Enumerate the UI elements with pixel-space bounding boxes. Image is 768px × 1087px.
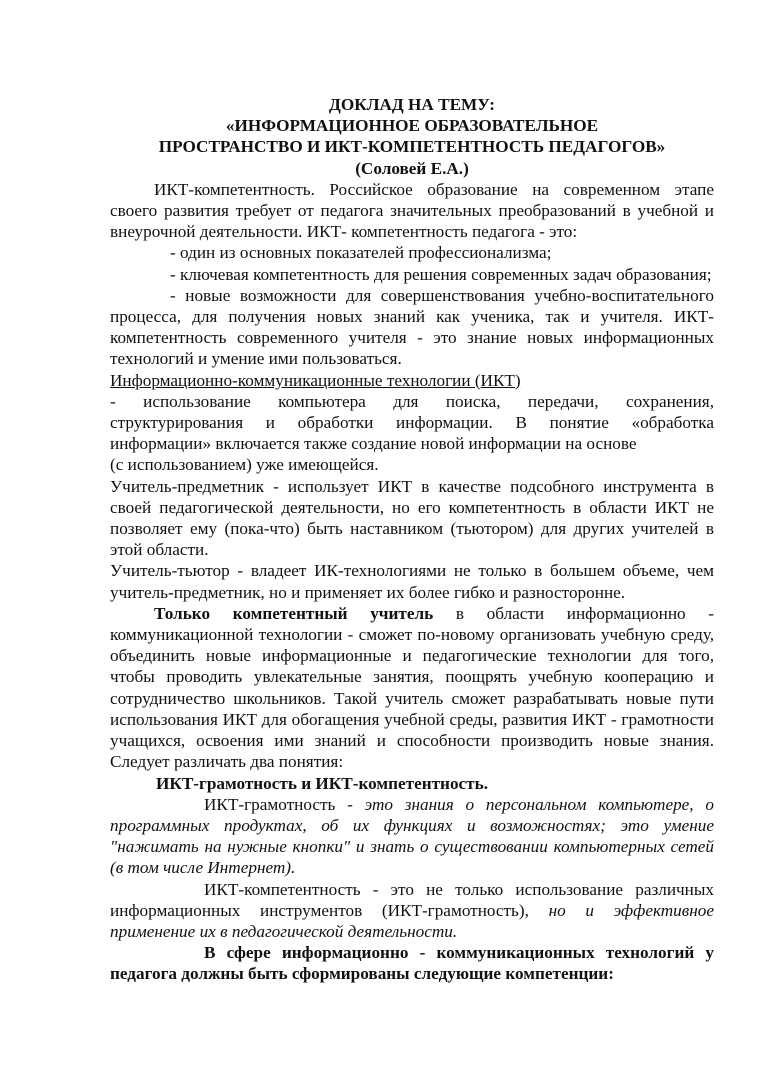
literacy-term: ИКТ-грамотность - [204, 794, 365, 814]
ikt-definition-line-3: информации» включается также создание новой информации на основе [110, 434, 637, 454]
ikt-definition-line-4: (с использованием) уже имеющейся. [110, 455, 379, 475]
paragraph-literacy [110, 794, 714, 879]
ikt-definition-line-1: - использование компьютера для поиска, передачи, сохранения, [110, 391, 714, 411]
literacy-definition: это знания о персональном компьютере, о программных продуктах, об их функциях и возможностях; это умение "нажимать на нужные кнопки" и знать о существовании компьютерных сетей (в том числе Интернет). [110, 794, 714, 878]
list-item-3: - новые возможности для совершенствования учебно-воспитательного процесса, для получения новых знаний как ученика, так и учителя. ИКТ-компетентность современного учителя - это знание новых информационных технологий и умение ими пользоваться. [110, 285, 714, 369]
two-concepts-heading: ИКТ-грамотность и ИКТ-компетентность. [156, 773, 488, 793]
ikt-heading: Информационно-коммуникационные технологии (ИКТ) [110, 370, 521, 390]
document-page [110, 94, 714, 985]
heading-line-2: «ИНФОРМАЦИОННОЕ ОБРАЗОВАТЕЛЬНОЕ [225, 116, 599, 136]
competence-term: ИКТ-компетентность - это не только использование различных информационных инструментов (ИКТ-грамотность), [110, 879, 714, 920]
list-item-1: - один из основных показателей профессионализма; [170, 243, 552, 263]
only-competent-rest: в области информационно - коммуникационной технологии - сможет по-новому организовать учебную среду, объединить новые информационные и педагогические технологии для того, чтобы проводить увлекательные занятия, поощрять учебную кооперацию и сотрудничество школьников. Такой учитель сможет разрабатывать новые пути использования ИКТ для обогащения учебной среды, развития ИКТ - грамотности учащихся, освоения ими знаний и способности производить новые знания. Следует различать два понятия: [110, 603, 714, 772]
heading-line-3: ПРОСТРАНСТВО И ИКТ-КОМПЕТЕНТНОСТЬ ПЕДАГОГОВ» [158, 137, 666, 157]
list-item-2: - ключевая компетентность для решения современных задач образования; [170, 264, 712, 284]
heading-author: (Соловей Е.А.) [355, 158, 469, 178]
only-competent-bold: Только компетентный учитель [154, 603, 434, 623]
heading-line-1: ДОКЛАД НА ТЕМУ: [329, 95, 495, 114]
paragraph-intro: ИКТ-компетентность. Российское образование на современном этапе своего развития требует от педагога значительных преобразований в учебной и внеурочной деятельности. ИКТ- компетентность педагога - это: [110, 179, 714, 242]
competence-italic: но и эффективное применение их в педагогической деятельности. [110, 900, 714, 941]
paragraph-only-competent [110, 603, 714, 773]
paragraph-sphere: В сфере информационно - коммуникационных технологий у педагога должны быть сформированы следующие компетенции: [110, 943, 714, 984]
report-heading [110, 94, 714, 179]
paragraph-competence [110, 879, 714, 943]
paragraph-teacher-tutor: Учитель-тьютор - владеет ИК-технологиями не только в большем объеме, чем учитель-предметник, но и применяет их более гибко и разносторонне. [110, 561, 714, 602]
ikt-definition-line-2: структурирования и обработки информации. В понятие «обработка [110, 413, 714, 433]
paragraph-teacher-subject: Учитель-предметник - использует ИКТ в качестве подсобного инструмента в своей педагогической деятельности, но его компетентность в области ИКТ не позволяет ему (пока-что) быть наставником (тьютором) для других учителей в этой области. [110, 476, 714, 560]
